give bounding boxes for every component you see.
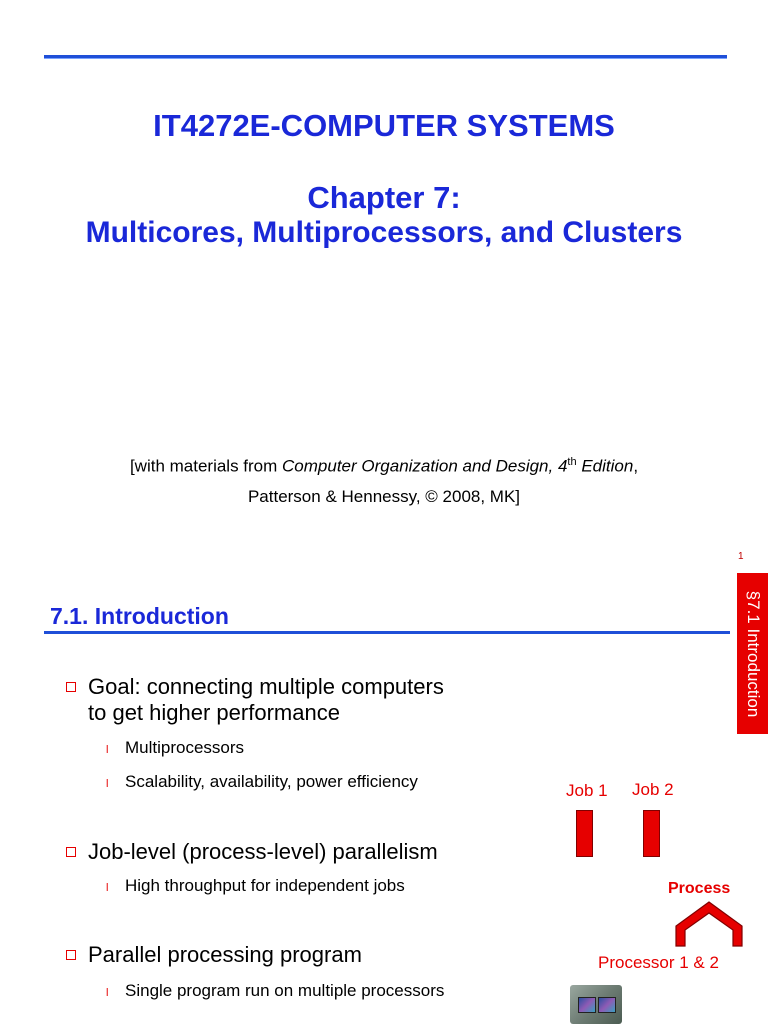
chip-core [578,997,596,1013]
square-bullet-icon [66,950,76,960]
bullet-3-line-1: Parallel processing program [88,942,362,967]
credits-prefix: [with materials from [129,456,283,476]
job-2-label: Job 2 [632,780,674,799]
page-number: 1 [738,551,744,562]
fork-arrow-icon [672,898,746,950]
section-rule [44,631,730,634]
credits-comma: , [633,456,639,476]
sub-bullet-marker: l [106,778,109,790]
job-2-bar [643,810,660,857]
bullet-1-line-1: Goal: connecting multiple computers [88,674,444,699]
side-section-tab [737,573,768,734]
processor-chip-image [570,985,622,1024]
credits-line-2: Patterson & Hennessy, © 2008, MK] [247,487,521,506]
job-1-bar [576,810,593,857]
top-rule [44,55,727,58]
bullet-2-line-1: Job-level (process-level) parallelism [88,839,438,864]
chapter-label: Chapter 7: [307,180,461,215]
process-label: Process [668,880,731,897]
sub-bullet-single-program: Single program run on multiple processors [125,981,445,1000]
edition-suffix: Edition [576,456,634,476]
credits-line-1 [0,456,768,477]
sub-bullet-marker: l [106,744,109,756]
course-title: IT4272E-COMPUTER SYSTEMS [153,108,615,143]
processors-label: Processor 1 & 2 [598,953,719,972]
chip-core [598,997,616,1013]
side-tab-label: §7.1 Introduction [743,590,763,717]
sub-bullet-multiprocessors: Multiprocessors [125,738,245,757]
sub-bullet-marker: l [106,882,109,894]
square-bullet-icon [66,682,76,692]
sub-bullet-scalability: Scalability, availability, power efficiency [125,772,418,791]
bullet-1-line-2: to get higher performance [88,700,340,725]
book-title: Computer Organization and Design, 4 [282,456,568,476]
job-1-label: Job 1 [566,781,608,800]
square-bullet-icon [66,847,76,857]
sub-bullet-throughput: High throughput for independent jobs [125,876,405,895]
edition-superscript: th [567,456,577,468]
chapter-subtitle: Multicores, Multiprocessors, and Clusters [85,216,683,249]
sub-bullet-marker: l [106,987,109,999]
section-title: 7.1. Introduction [50,603,229,629]
